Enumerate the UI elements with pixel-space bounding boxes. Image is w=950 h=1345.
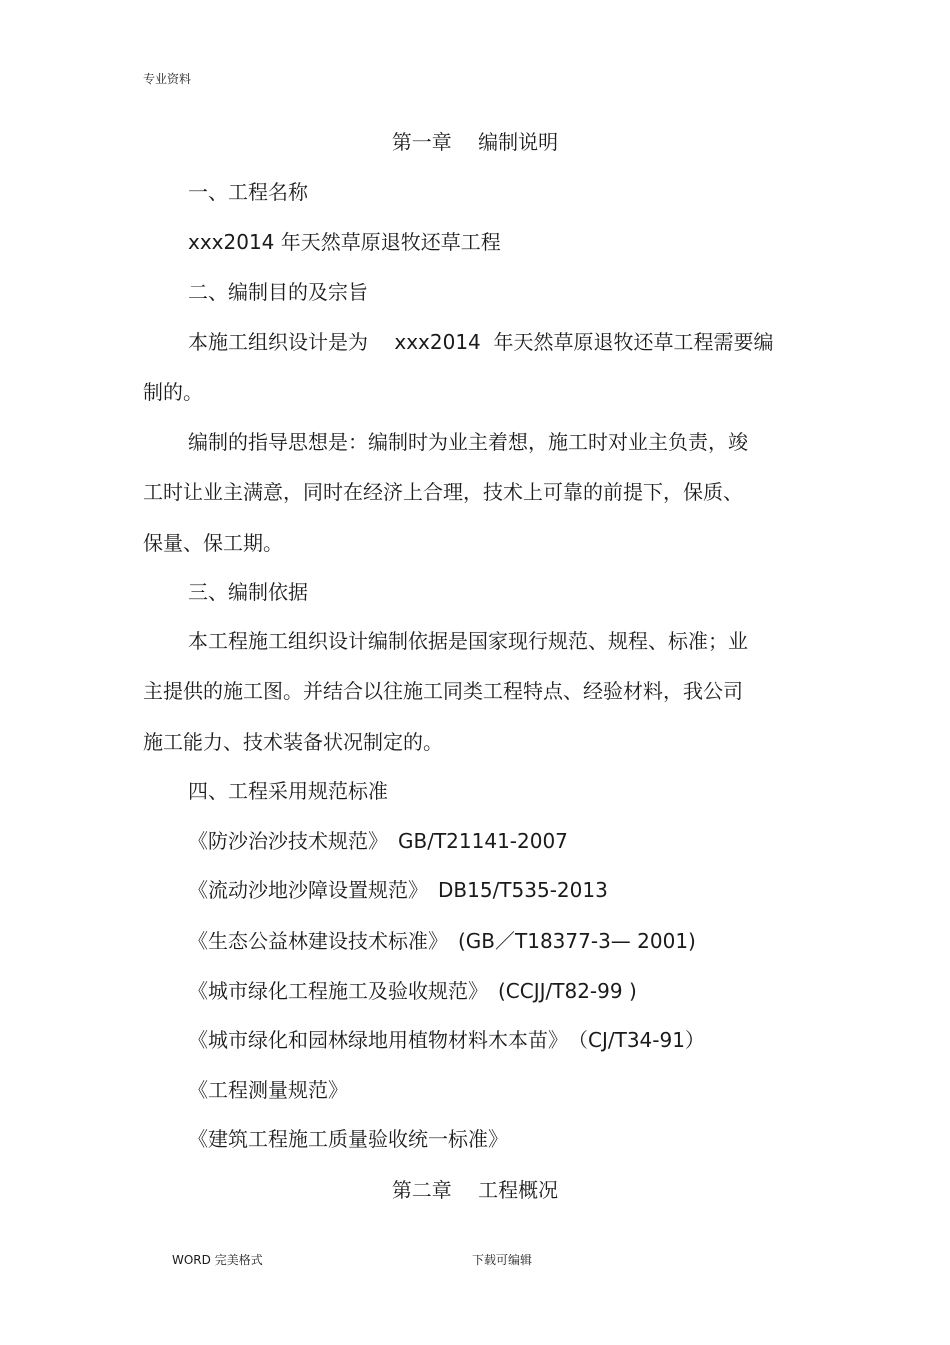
paragraph-line: 制的。 bbox=[143, 380, 203, 404]
section-heading: 二、编制目的及宗旨 bbox=[188, 280, 368, 304]
footer-left-label: WORD 完美格式 bbox=[172, 1253, 263, 1267]
paragraph-line: 保量、保工期。 bbox=[143, 531, 283, 555]
chapter-2-title: 第二章 工程概况 bbox=[391, 1178, 559, 1202]
paragraph-line: 工时让业主满意，同时在经济上合理，技术上可靠的前提下，保质、 bbox=[143, 480, 743, 504]
paragraph-line: 本施工组织设计是为 xxx2014 年天然草原退牧还草工程需要编 bbox=[188, 330, 774, 354]
standard-item: 《建筑工程施工质量验收统一标准》 bbox=[188, 1127, 508, 1151]
standard-item: 《工程测量规范》 bbox=[188, 1078, 348, 1102]
paragraph-line: 施工能力、技术装备状况制定的。 bbox=[143, 730, 443, 754]
standard-item: 《流动沙地沙障设置规范》 DB15/T535-2013 bbox=[188, 878, 608, 902]
section-heading: 三、编制依据 bbox=[188, 580, 308, 604]
standard-item: 《生态公益林建设技术标准》 (GB／T18377-3— 2001) bbox=[188, 929, 696, 953]
paragraph-line: 编制的指导思想是：编制时为业主着想，施工时对业主负责，竣 bbox=[188, 430, 748, 454]
page-header-label: 专业资料 bbox=[143, 72, 192, 86]
section-heading: 四、工程采用规范标准 bbox=[188, 779, 388, 803]
standard-item: 《防沙治沙技术规范》 GB/T21141-2007 bbox=[188, 829, 568, 853]
paragraph-line: 主提供的施工图。并结合以往施工同类工程特点、经验材料，我公司 bbox=[143, 679, 743, 703]
standard-item: 《城市绿化和园林绿地用植物材料木本苗》 （CJ/T34-91） bbox=[188, 1028, 705, 1052]
section-heading: 一、工程名称 bbox=[188, 180, 308, 204]
paragraph-line: xxx2014 年天然草原退牧还草工程 bbox=[188, 230, 501, 254]
standard-item: 《城市绿化工程施工及验收规范》 (CCJJ/T82-99 ) bbox=[188, 979, 637, 1003]
footer-right-label: 下载可编辑 bbox=[472, 1253, 533, 1267]
chapter-1-title: 第一章 编制说明 bbox=[391, 130, 559, 154]
paragraph-line: 本工程施工组织设计编制依据是国家现行规范、规程、标准；业 bbox=[188, 629, 748, 653]
